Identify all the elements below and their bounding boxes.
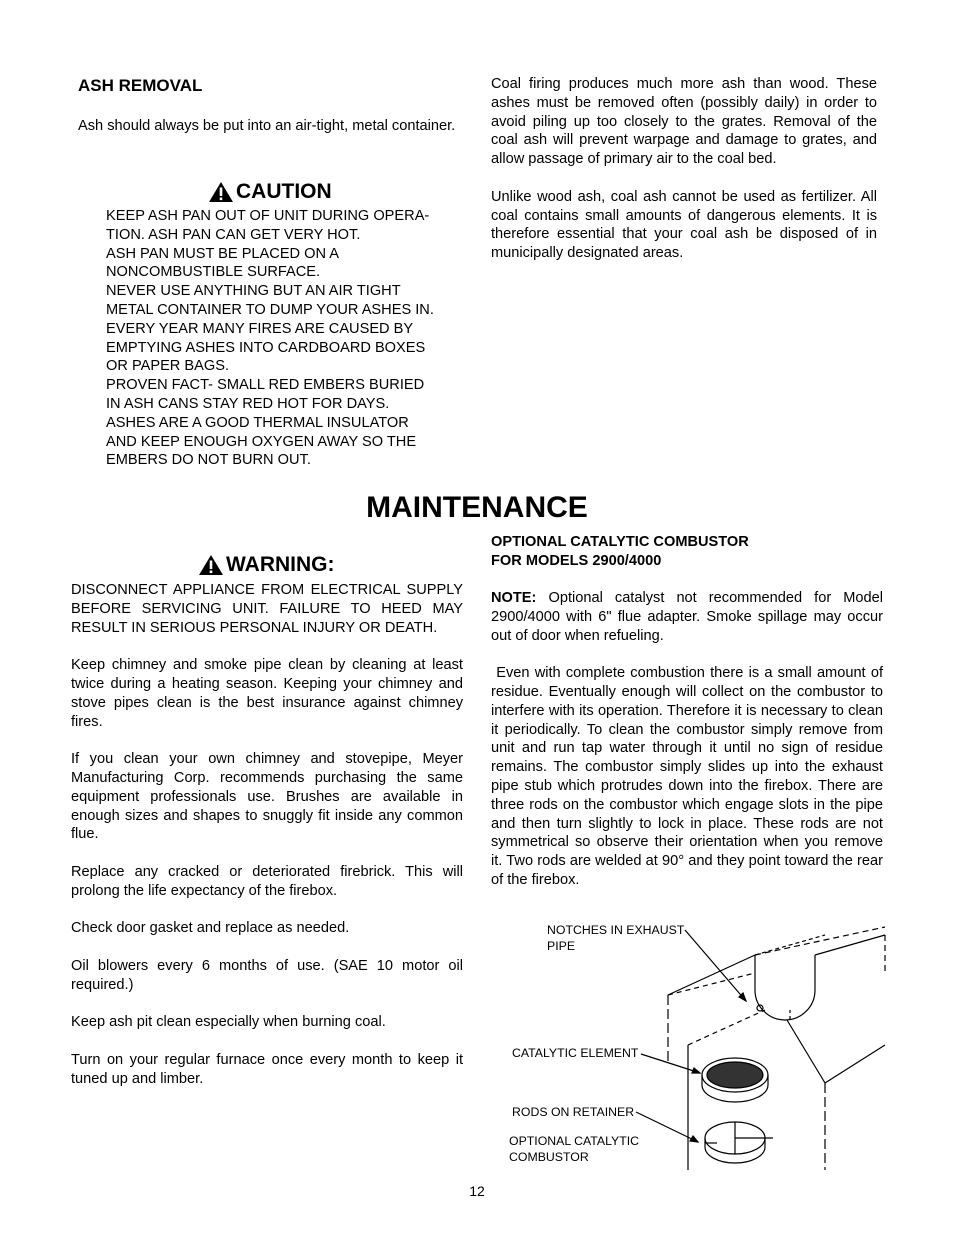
leader-line-catalytic (641, 1054, 700, 1073)
label-line: NOTCHES IN EXHAUST (547, 923, 685, 937)
warning-title: WARNING: (226, 553, 335, 576)
catalytic-text (491, 589, 888, 890)
diagram-label-notches (547, 923, 684, 954)
warning-heading (198, 553, 335, 577)
maintenance-paragraph: Keep chimney and smoke pipe clean by cleaning at least twice during a heating season. Keeping your chimney and stove pipes clean is the best insurance against chimney fires. (71, 657, 463, 730)
maintenance-paragraph: If you clean your own chimney and stovepipe, Meyer Manufacturing Corp. recommends purchasing the same equipment professionals use. Brushes are available in enough sizes and shapes to snuggly fit inside any common flue. (71, 751, 463, 843)
caution-line: ASH PAN MUST BE PLACED ON A (106, 245, 340, 262)
coal-paragraph-2: Unlike wood ash, coal ash cannot be used as fertilizer. All coal contains small amounts of dangerous elements. It is therefore essential that your coal ash be disposed of in municipally designated areas. (491, 188, 877, 262)
caution-line: NONCOMBUSTIBLE SURFACE. (106, 264, 321, 281)
caution-line: EVERY YEAR MANY FIRES ARE CAUSED BY (106, 320, 414, 337)
caution-line: EMPTYING ASHES INTO CARDBOARD BOXES (106, 339, 426, 356)
diagram-label-rods: RODS ON RETAINER (512, 1105, 635, 1119)
maintenance-paragraph: Replace any cracked or deteriorated firebrick. This will prolong the life expectancy of the firebox. (71, 863, 463, 899)
maintenance-paragraph: Keep ash pit clean especially when burning coal. (71, 1014, 386, 1031)
caution-line: AND KEEP ENOUGH OXYGEN AWAY SO THE (106, 433, 417, 450)
pipe-top-edge (815, 935, 885, 955)
catalytic-note (491, 589, 883, 645)
caution-line: NEVER USE ANYTHING BUT AN AIR TIGHT (106, 283, 401, 300)
caution-line: TION. ASH PAN CAN GET VERY HOT. (106, 226, 361, 243)
warning-triangle-icon (208, 181, 234, 203)
ash-removal-intro: Ash should always be put into an air-tight, metal container. (78, 118, 456, 134)
caution-text (106, 207, 476, 470)
firebox-edge (668, 973, 755, 995)
caution-line: EMBERS DO NOT BURN OUT. (106, 452, 311, 469)
label-line: COMBUSTOR (509, 1149, 589, 1164)
note-text: Optional catalyst not recommended for Model 2900/4000 with 6" flue adapter. Smoke spillage may occur out of door when refueling. (491, 590, 883, 644)
warning-triangle-icon (198, 554, 224, 576)
caution-line: OR PAPER BAGS. (106, 358, 229, 375)
label-line: PIPE (547, 938, 576, 953)
coal-paragraph-1: Coal firing produces much more ash than wood. These ashes must be removed often (possibly daily) in order to avoid piling up too closely to the grates. Removal of the coal ash will prevent warpage and damage to grates, and allow passage of primary air to the coal bed. (491, 76, 877, 168)
note-label: NOTE: (491, 590, 537, 606)
caution-line: IN ASH CANS STAY RED HOT FOR DAYS. (106, 395, 390, 412)
catalytic-element-mesh (707, 1062, 763, 1088)
maintenance-paragraph: Turn on your regular furnace once every month to keep it tuned up and limber. (71, 1051, 463, 1087)
firebox-diagonal (787, 1020, 825, 1083)
caution-line: PROVEN FACT- SMALL RED EMBERS BURIED (106, 377, 425, 394)
maintenance-paragraph: Check door gasket and replace as needed. (71, 920, 350, 937)
page-number: 12 (469, 1183, 485, 1199)
caution-heading (208, 180, 332, 204)
firebox-inner-edge (688, 1010, 765, 1045)
maintenance-text (71, 581, 463, 1089)
catalytic-heading-line: OPTIONAL CATALYTIC COMBUSTOR (491, 534, 749, 550)
catalytic-body: Even with complete combustion there is a small amount of residue. Eventually enough will collect on the combustor to interfere with its operation. Therefore it is necessary to clean it periodically. To clean the combustor simply remove from unit and run tap water through it until no sign of residue remains. The combustor simply slides up into the exhaust pipe stub which protrudes down into the firebox. There are three rods on the combustor which engage slots in the pipe and then turn slightly to lock in place. These rods are not symmetrical so observe their orientation when you remove it. Two rods are welded at 90° and they point toward the rear of the firebox. (491, 665, 888, 888)
ash-removal-heading: ASH REMOVAL (78, 76, 203, 95)
caution-line: ASHES ARE A GOOD THERMAL INSULATOR (106, 414, 409, 431)
caution-title: CAUTION (236, 180, 332, 203)
caution-line: METAL CONTAINER TO DUMP YOUR ASHES IN. (106, 301, 434, 318)
diagram-label-catalytic: CATALYTIC ELEMENT (512, 1046, 639, 1060)
warning-text: DISCONNECT APPLIANCE FROM ELECTRICAL SUPPLY BEFORE SERVICING UNIT. FAILURE TO HEED MAY RESULT IN SERIOUS PERSONAL INJURY OR DEATH. (71, 582, 463, 636)
pipe-back-edge (755, 935, 825, 955)
coal-ash-text (491, 75, 877, 263)
label-line: OPTIONAL CATALYTIC (509, 1134, 640, 1148)
maintenance-paragraph: Oil blowers every 6 months of use. (SAE 10 motor oil required.) (71, 957, 463, 993)
diagram-label-optional (509, 1134, 639, 1165)
leader-line-notches (685, 930, 746, 1001)
firebox-right-edge (825, 1045, 885, 1083)
caution-line: KEEP ASH PAN OUT OF UNIT DURING OPERA- (106, 208, 430, 224)
maintenance-title: MAINTENANCE (366, 491, 588, 524)
leader-line-rods (636, 1112, 698, 1142)
catalytic-heading-line: FOR MODELS 2900/4000 (491, 552, 662, 569)
catalytic-heading (491, 533, 883, 571)
